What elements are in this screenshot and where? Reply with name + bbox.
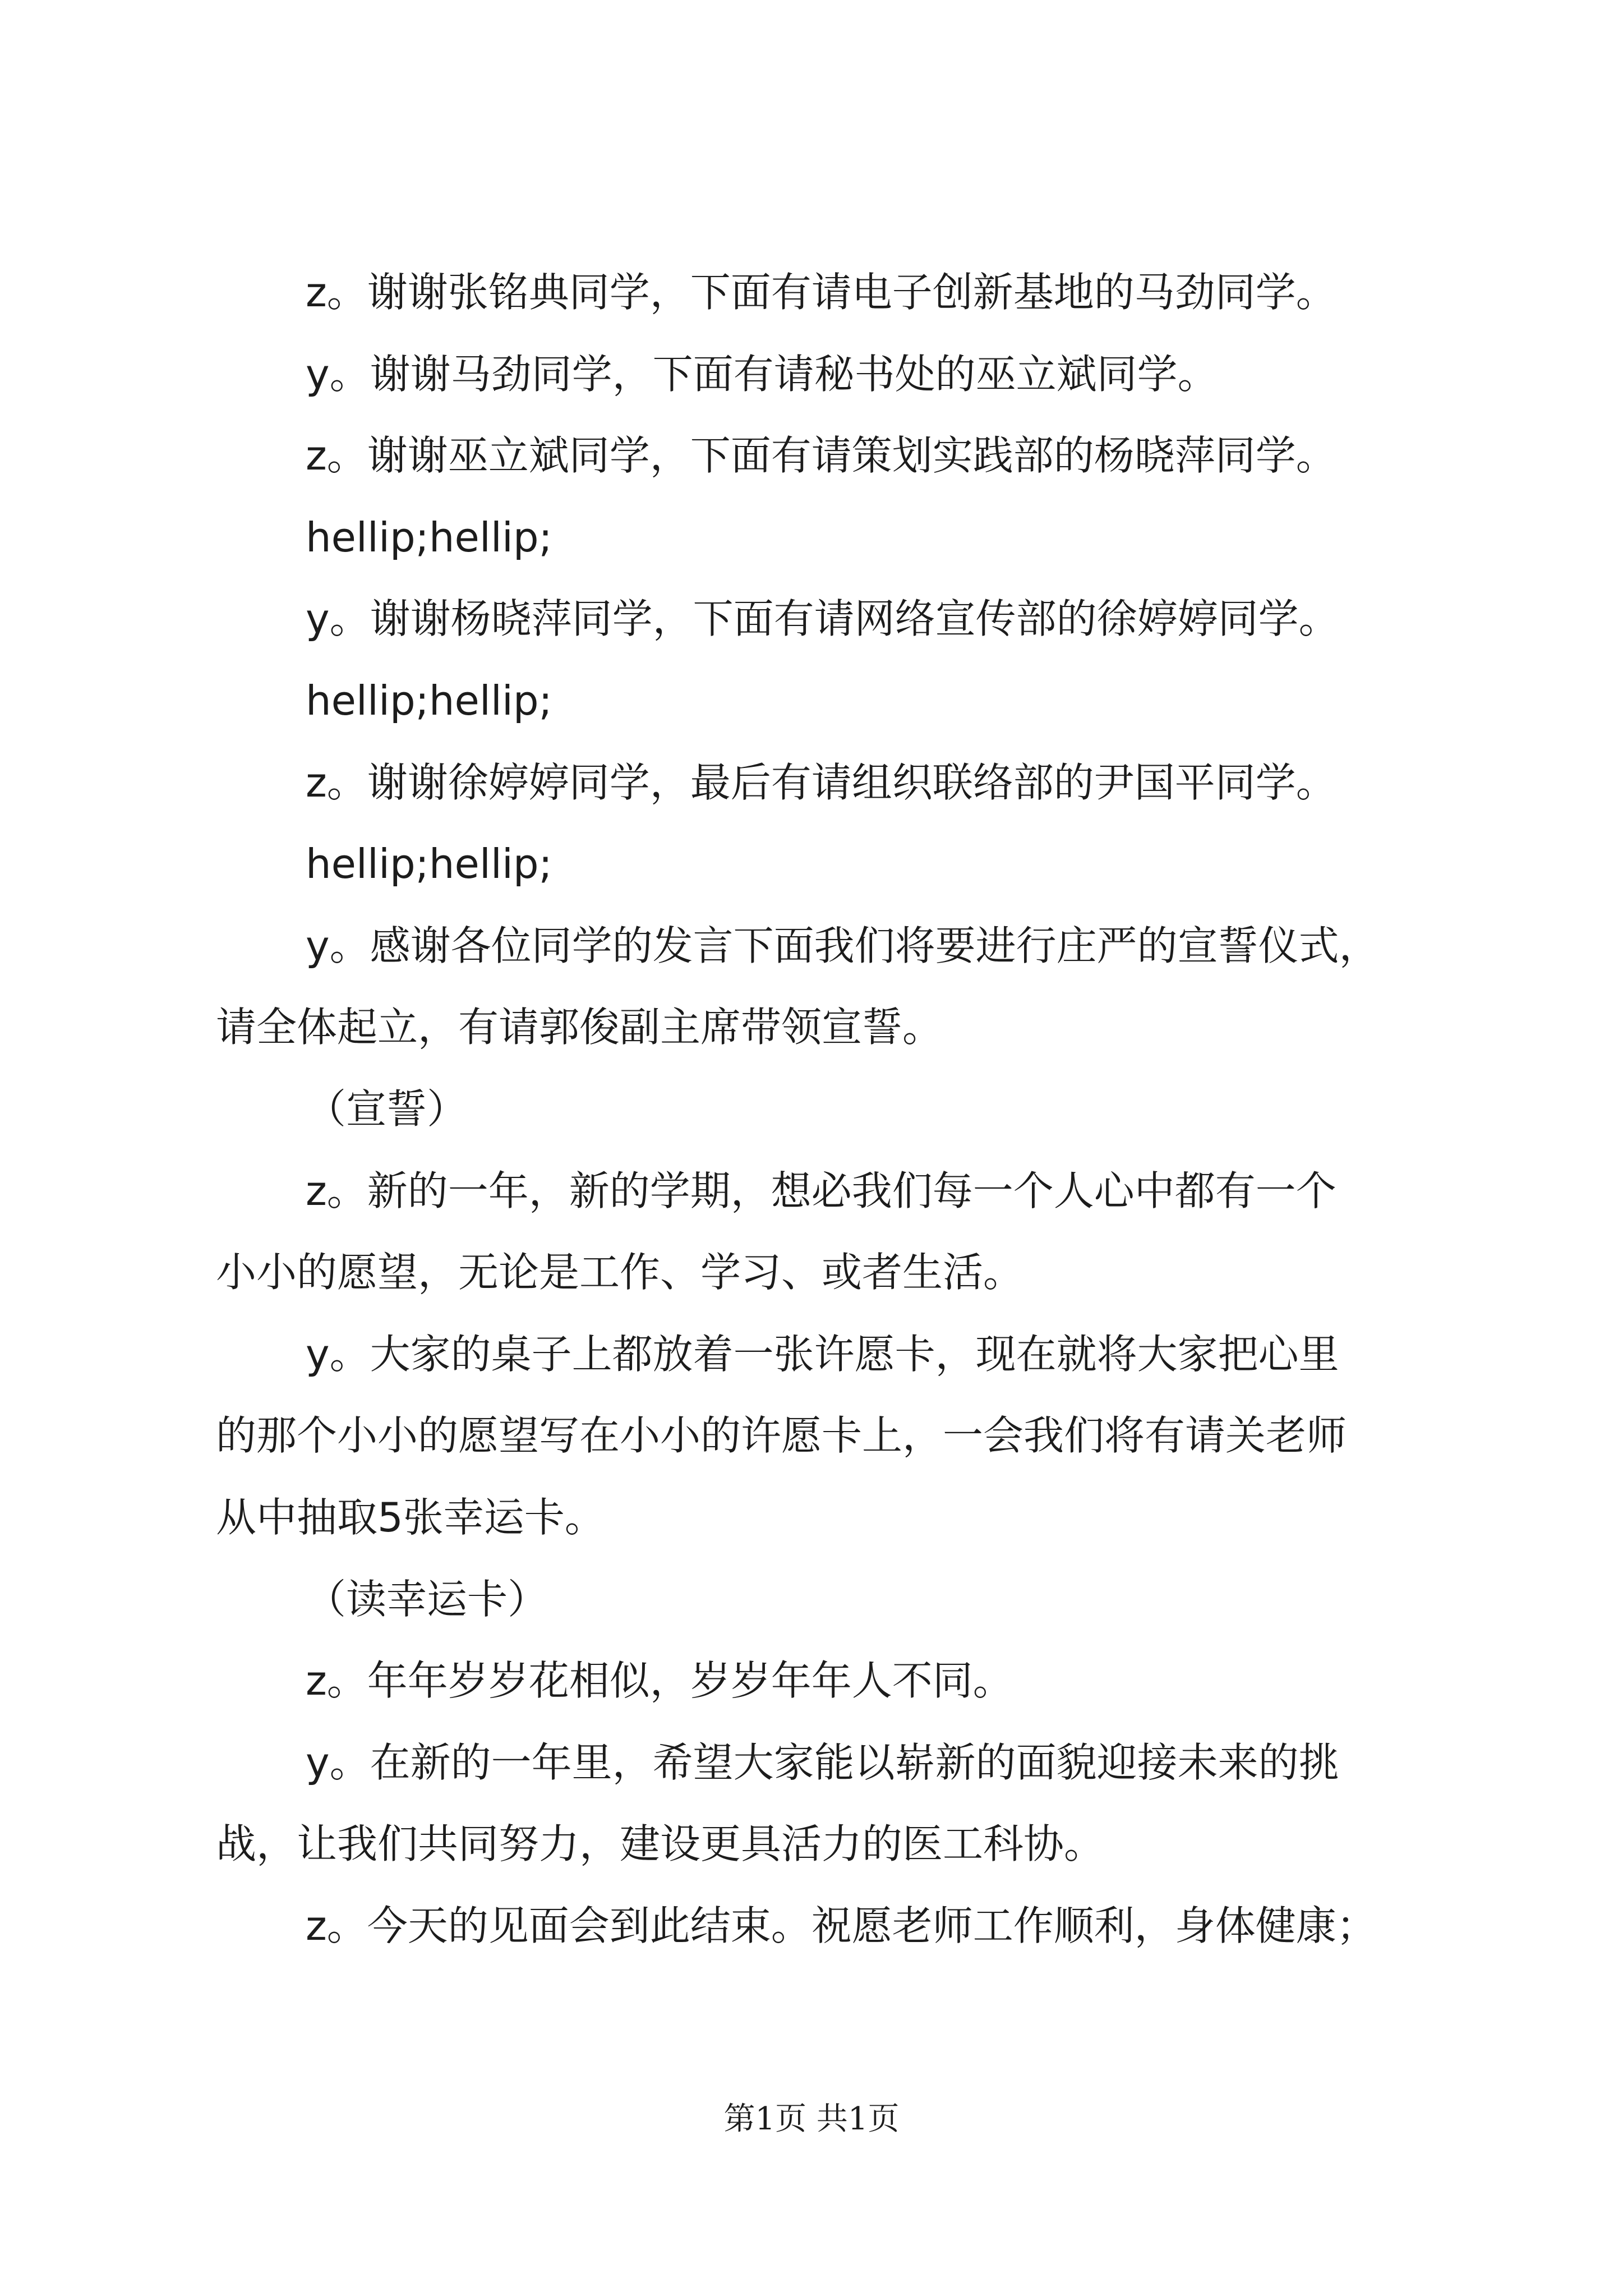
- text-line: y。在新的一年里，希望大家能以崭新的面貌迎接未来的挑: [306, 1738, 1339, 1786]
- text-line: y。谢谢马劲同学，下面有请秘书处的巫立斌同学。: [306, 350, 1218, 398]
- text-line: y。大家的桌子上都放着一张许愿卡，现在就将大家把心里: [306, 1330, 1339, 1378]
- text-line: z。新的一年，新的学期，想必我们每一个人心中都有一个: [306, 1167, 1336, 1214]
- document-body: [216, 252, 1427, 1967]
- text-line: y。谢谢杨晓萍同学，下面有请网络宣传部的徐婷婷同学。: [306, 595, 1339, 643]
- text-line: （宣誓）: [306, 1085, 468, 1133]
- text-line: hellip;hellip;: [306, 677, 552, 724]
- text-line: z。谢谢张铭典同学，下面有请电子创新基地的马劲同学。: [306, 269, 1336, 316]
- text-line: hellip;hellip;: [306, 513, 552, 561]
- text-line: z。年年岁岁花相似，岁岁年年人不同。: [306, 1657, 1013, 1705]
- text-line: 战，让我们共同努力，建设更具活力的医工科协。: [216, 1820, 1105, 1868]
- text-line: 小小的愿望，无论是工作、学习、或者生活。: [216, 1249, 1024, 1296]
- text-line: z。谢谢巫立斌同学，下面有请策划实践部的杨晓萍同学。: [306, 432, 1336, 480]
- text-line: z。谢谢徐婷婷同学，最后有请组织联络部的尹国平同学。: [306, 758, 1336, 806]
- text-line: hellip;hellip;: [306, 840, 552, 888]
- text-line: （读幸运卡）: [306, 1575, 548, 1623]
- text-line: 从中抽取5张幸运卡。: [216, 1493, 605, 1541]
- text-line: y。感谢各位同学的发言下面我们将要进行庄严的宣誓仪式，: [306, 922, 1380, 969]
- text-line: 请全体起立，有请郭俊副主席带领宣誓。: [216, 1004, 943, 1051]
- text-line: z。今天的见面会到此结束。祝愿老师工作顺利，身体健康；: [306, 1902, 1377, 1949]
- text-line: 的那个小小的愿望写在小小的许愿卡上，一会我们将有请关老师: [216, 1412, 1347, 1460]
- page-footer: 第1页 共1页: [723, 2101, 900, 2137]
